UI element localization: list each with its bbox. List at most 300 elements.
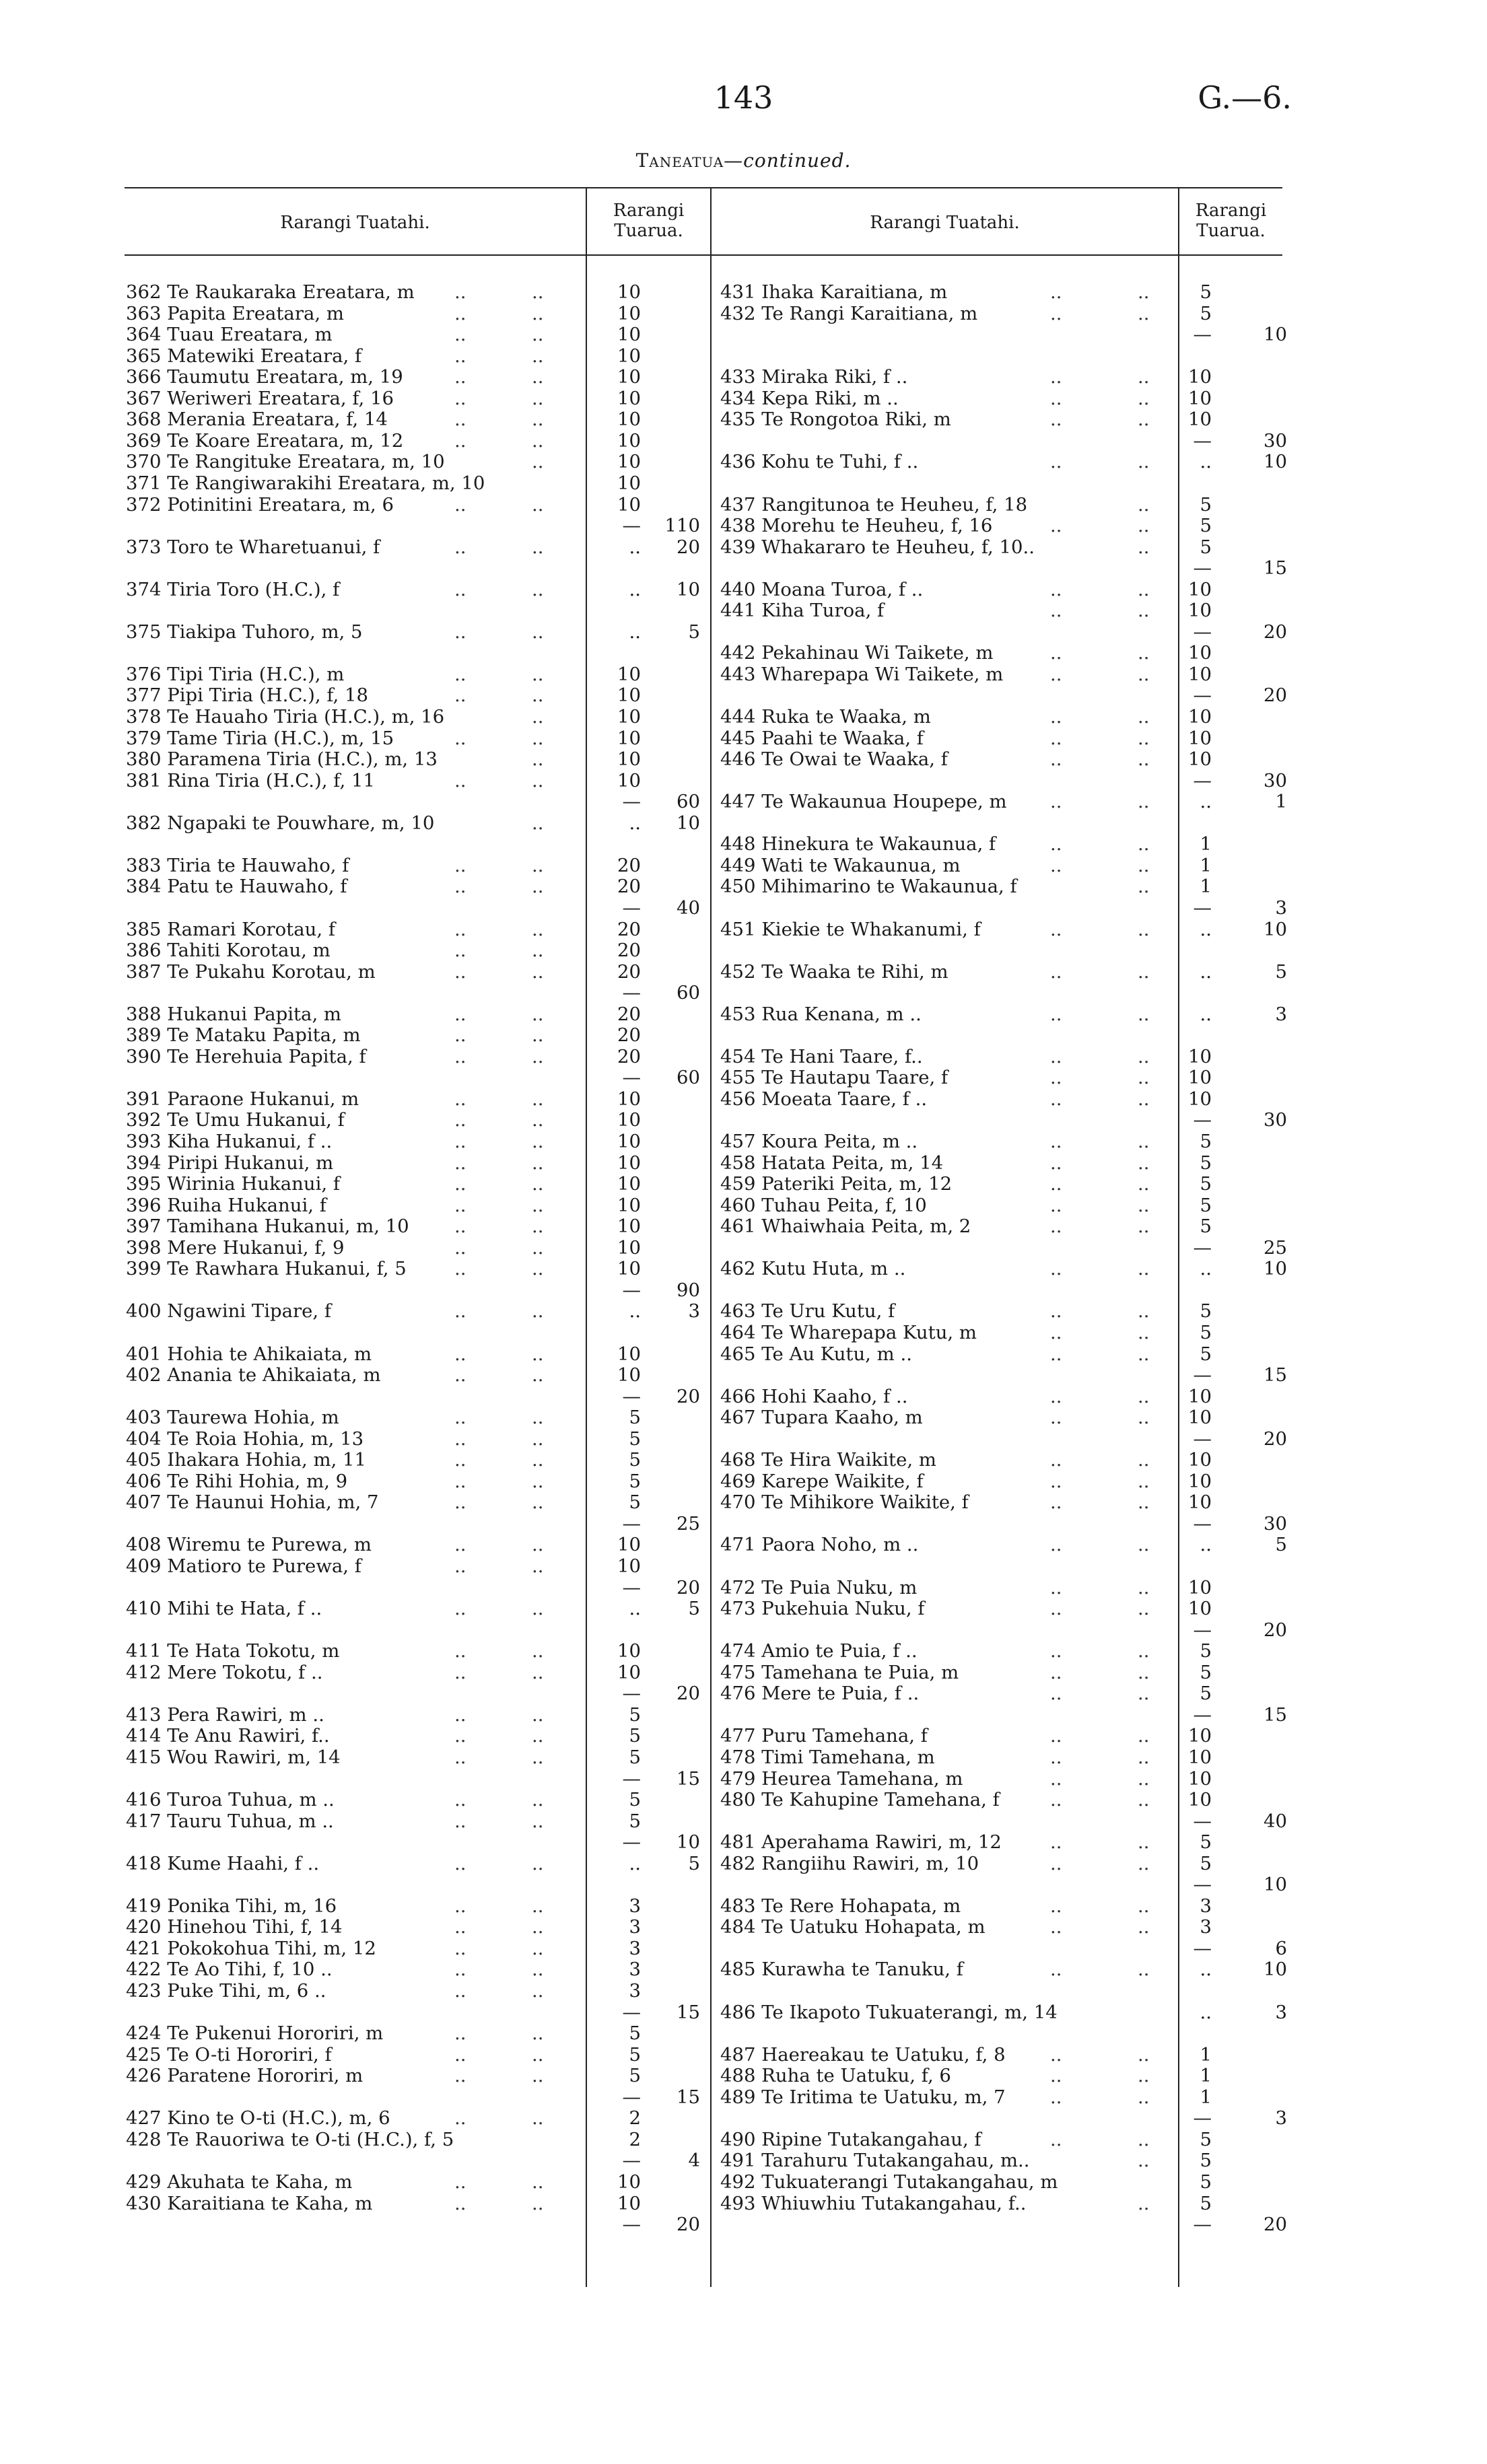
- right-share-value: 10: [1188, 1576, 1212, 1598]
- left-leader-dots: ..: [532, 918, 544, 940]
- right-entry-name: 479 Heurea Tamehana, m: [720, 1767, 963, 1790]
- right-row: [0, 1725, 1487, 1747]
- left-entry-name: 395 Wirinia Hukanui, f: [126, 1173, 341, 1195]
- right-row: [0, 940, 1487, 961]
- right-leader-dots: ..: [1050, 1916, 1062, 1938]
- left-share-value: 10: [617, 2192, 641, 2214]
- right-share-value: 10: [1188, 1767, 1212, 1790]
- left-leader-dots: ..: [532, 1491, 544, 1514]
- left-leader-dots: ..: [532, 1152, 544, 1174]
- right-leader-dots: ..: [1138, 1003, 1150, 1025]
- right-entry-name: 450 Mihimarino te Wakaunua, f: [720, 876, 1017, 898]
- left-share-value: 5: [629, 2043, 641, 2066]
- left-entry-name: 409 Matioro te Purewa, f: [126, 1555, 361, 1577]
- right-entry-name: 470 Te Mihikore Waikite, f: [720, 1491, 969, 1514]
- right-entry-name: 437 Rangitunoa te Heuheu, f, 18: [720, 493, 1028, 516]
- left-share-value: 20: [617, 940, 641, 962]
- right-entry-name: 452 Te Waaka te Rihi, m: [720, 960, 948, 983]
- right-family-total: 40: [1264, 1810, 1287, 1832]
- left-entry-name: 404 Te Roia Hohia, m, 13: [126, 1428, 364, 1450]
- right-leader-dots: ..: [1138, 515, 1150, 537]
- right-leader-dots: ..: [1050, 2065, 1062, 2087]
- right-share-value: 5: [1200, 515, 1212, 537]
- right-share-value: 10: [1188, 1470, 1212, 1492]
- right-share-value: —: [1193, 2214, 1212, 2236]
- right-family-total: 30: [1264, 1512, 1287, 1535]
- right-family-total: 1: [1275, 791, 1287, 813]
- left-leader-dots: ..: [454, 493, 466, 516]
- right-row: [0, 2214, 1487, 2235]
- right-share-value: 5: [1200, 1194, 1212, 1216]
- left-share-value: —: [622, 896, 641, 919]
- right-entry-name: 455 Te Hautapu Taare, f: [720, 1067, 948, 1089]
- left-entry-name: 424 Te Pukenui Hororiri, m: [126, 2022, 384, 2045]
- right-row: [0, 1598, 1487, 1619]
- left-leader-dots: ..: [532, 1194, 544, 1216]
- right-row: [0, 1662, 1487, 1683]
- right-leader-dots: ..: [1050, 748, 1062, 771]
- left-share-value: 5: [629, 1725, 641, 1747]
- right-row: [0, 1853, 1487, 1874]
- left-share-value: 10: [617, 429, 641, 452]
- right-row: [0, 1279, 1487, 1301]
- right-share-value: 5: [1200, 1852, 1212, 1874]
- right-leader-dots: ..: [1050, 1789, 1062, 1811]
- left-leader-dots: ..: [532, 324, 544, 346]
- right-leader-dots: ..: [1050, 302, 1062, 324]
- right-row: [0, 961, 1487, 983]
- right-share-value: —: [1193, 1109, 1212, 1131]
- left-leader-dots: ..: [532, 366, 544, 388]
- left-share-value: ..: [629, 812, 641, 834]
- left-share-value: 10: [617, 684, 641, 707]
- right-entry-name: 476 Mere te Puia, f ..: [720, 1683, 920, 1705]
- left-entry-name: 429 Akuhata te Kaha, m: [126, 2171, 353, 2193]
- right-leader-dots: ..: [1138, 1640, 1150, 1662]
- left-leader-dots: ..: [454, 1937, 466, 1959]
- left-family-total: 10: [677, 812, 700, 834]
- left-leader-dots: ..: [454, 918, 466, 940]
- left-leader-dots: ..: [454, 684, 466, 707]
- left-entry-name: 419 Ponika Tihi, m, 16: [126, 1895, 337, 1917]
- right-family-total: 20: [1264, 684, 1287, 707]
- left-leader-dots: ..: [532, 345, 544, 367]
- left-leader-dots: ..: [454, 1173, 466, 1195]
- right-row: [0, 2171, 1487, 2193]
- right-share-value: 5: [1200, 1661, 1212, 1683]
- right-leader-dots: ..: [1050, 854, 1062, 876]
- right-share-value: 5: [1200, 1831, 1212, 1854]
- left-entry-name: 375 Tiakipa Tuhoro, m, 5: [126, 621, 363, 643]
- right-leader-dots: ..: [1138, 1725, 1150, 1747]
- left-leader-dots: ..: [532, 940, 544, 962]
- right-entry-name: 432 Te Rangi Karaitiana, m: [720, 302, 978, 324]
- right-share-value: 5: [1200, 302, 1212, 324]
- right-family-total: 15: [1264, 557, 1287, 579]
- right-row: [0, 2129, 1487, 2150]
- right-entry-name: 460 Tuhau Peita, f, 10: [720, 1194, 927, 1216]
- left-leader-dots: ..: [454, 578, 466, 600]
- right-row: [0, 345, 1487, 367]
- left-entry-name: 425 Te O-ti Hororiri, f: [126, 2043, 332, 2066]
- left-share-value: —: [622, 791, 641, 813]
- right-row: [0, 1789, 1487, 1810]
- right-family-total: 6: [1275, 1937, 1287, 1959]
- left-leader-dots: ..: [454, 1131, 466, 1152]
- right-row: [0, 1895, 1487, 1917]
- right-leader-dots: ..: [1138, 1173, 1150, 1195]
- left-entry-name: 416 Turoa Tuhua, m ..: [126, 1789, 335, 1811]
- right-leader-dots: ..: [1050, 1045, 1062, 1067]
- left-leader-dots: ..: [454, 769, 466, 791]
- right-family-total: 10: [1264, 324, 1287, 346]
- right-row: [0, 409, 1487, 430]
- right-row: [0, 430, 1487, 452]
- right-name-header: Rarangi Tuatahi.: [870, 213, 1020, 233]
- left-entry-name: 403 Taurewa Hohia, m: [126, 1407, 339, 1429]
- left-leader-dots: ..: [532, 1300, 544, 1323]
- right-row: [0, 324, 1487, 345]
- right-leader-dots: ..: [1050, 366, 1062, 388]
- right-share-value: 1: [1200, 2086, 1212, 2108]
- left-family-total: 25: [677, 1512, 700, 1535]
- left-share-value: 3: [629, 1959, 641, 1981]
- right-row: [0, 833, 1487, 855]
- right-share-value: —: [1193, 1364, 1212, 1386]
- right-leader-dots: ..: [1138, 2192, 1150, 2214]
- right-row: [0, 366, 1487, 388]
- right-row: [0, 1237, 1487, 1259]
- right-leader-dots: ..: [1050, 1895, 1062, 1917]
- left-entry-name: 430 Karaitiana te Kaha, m: [126, 2192, 373, 2214]
- left-leader-dots: ..: [532, 1470, 544, 1492]
- right-share-value: 10: [1188, 387, 1212, 409]
- right-entry-name: 434 Kepa Riki, m ..: [720, 387, 899, 409]
- left-leader-dots: ..: [532, 684, 544, 707]
- left-share-value: 10: [617, 1109, 641, 1131]
- left-leader-dots: ..: [454, 1194, 466, 1216]
- left-share-value: 10: [617, 1131, 641, 1152]
- right-leader-dots: ..: [1050, 1640, 1062, 1662]
- left-leader-dots: ..: [454, 1449, 466, 1471]
- left-leader-dots: ..: [532, 1449, 544, 1471]
- right-row: [0, 770, 1487, 791]
- left-entry-name: 393 Kiha Hukanui, f ..: [126, 1131, 333, 1152]
- left-leader-dots: ..: [532, 536, 544, 558]
- right-share-value: 5: [1200, 2171, 1212, 2193]
- right-share-value: 5: [1200, 1300, 1212, 1323]
- left-share-value: 20: [617, 876, 641, 898]
- left-leader-dots: ..: [454, 1598, 466, 1620]
- left-entry-name: 369 Te Koare Ereatara, m, 12: [126, 429, 404, 452]
- left-family-total: 4: [688, 2150, 700, 2172]
- right-share-value: ..: [1200, 1003, 1212, 1025]
- left-leader-dots: ..: [532, 2192, 544, 2214]
- left-leader-dots: ..: [454, 429, 466, 452]
- right-entry-name: 475 Tamehana te Puia, m: [720, 1661, 959, 1683]
- left-share-value: —: [622, 982, 641, 1004]
- left-leader-dots: ..: [454, 1003, 466, 1025]
- right-leader-dots: ..: [1138, 2128, 1150, 2150]
- left-share-value: 10: [617, 1152, 641, 1174]
- left-family-total: 20: [677, 1576, 700, 1598]
- right-leader-dots: ..: [1050, 1300, 1062, 1323]
- left-share-value: 5: [629, 2065, 641, 2087]
- left-family-total: 5: [688, 1852, 700, 1874]
- left-leader-dots: ..: [532, 2022, 544, 2045]
- left-share-value: 5: [629, 1470, 641, 1492]
- right-row: [0, 919, 1487, 940]
- document-reference: G.—6.: [1198, 79, 1292, 116]
- right-share-value: ..: [1200, 451, 1212, 473]
- left-leader-dots: ..: [532, 769, 544, 791]
- left-entry-name: 367 Weriweri Ereatara, f, 16: [126, 387, 394, 409]
- right-entry-name: 433 Miraka Riki, f ..: [720, 366, 908, 388]
- right-leader-dots: ..: [1050, 1343, 1062, 1365]
- right-row: [0, 1364, 1487, 1386]
- left-leader-dots: ..: [532, 960, 544, 983]
- right-leader-dots: ..: [1138, 1916, 1150, 1938]
- right-family-total: 30: [1264, 429, 1287, 452]
- right-leader-dots: ..: [1050, 663, 1062, 685]
- right-leader-dots: ..: [1138, 451, 1150, 473]
- left-entry-name: 397 Tamihana Hukanui, m, 10: [126, 1216, 409, 1238]
- right-share-value: ..: [1200, 1258, 1212, 1280]
- right-leader-dots: ..: [1050, 1661, 1062, 1683]
- right-entry-name: 439 Whakararo te Heuheu, f, 10..: [720, 536, 1035, 558]
- right-row: [0, 1195, 1487, 1216]
- left-share-value: 10: [617, 706, 641, 728]
- left-share-value: 10: [617, 1343, 641, 1365]
- left-share-value: 5: [629, 1789, 641, 1811]
- left-leader-dots: ..: [532, 1725, 544, 1747]
- left-entry-name: 366 Taumutu Ereatara, m, 19: [126, 366, 403, 388]
- left-leader-dots: ..: [454, 1852, 466, 1874]
- right-row: [0, 1916, 1487, 1938]
- right-entry-name: 474 Amio te Puia, f ..: [720, 1640, 918, 1662]
- left-entry-name: 423 Puke Tihi, m, 6 ..: [126, 1980, 326, 2002]
- right-family-total: 3: [1275, 896, 1287, 919]
- right-share-value: ..: [1200, 1534, 1212, 1556]
- left-entry-name: 363 Papita Ereatara, m: [126, 302, 344, 324]
- right-share-value: —: [1193, 896, 1212, 919]
- left-entry-name: 394 Piripi Hukanui, m: [126, 1152, 334, 1174]
- right-share-value: —: [1193, 1703, 1212, 1726]
- right-row: [0, 1831, 1487, 1853]
- left-leader-dots: ..: [454, 854, 466, 876]
- right-share-value: 10: [1188, 748, 1212, 771]
- right-leader-dots: ..: [1138, 366, 1150, 388]
- right-leader-dots: ..: [1138, 1385, 1150, 1407]
- right-share-value: 10: [1188, 642, 1212, 664]
- right-row: [0, 1577, 1487, 1598]
- right-leader-dots: ..: [1050, 1534, 1062, 1556]
- left-share-value: —: [622, 1385, 641, 1407]
- left-leader-dots: ..: [454, 2192, 466, 2214]
- left-share-value: —: [622, 2150, 641, 2172]
- right-share-value: 5: [1200, 281, 1212, 303]
- right-leader-dots: ..: [1050, 1258, 1062, 1280]
- right-entry-name: 486 Te Ikapoto Tukuaterangi, m, 14: [720, 2001, 1058, 2023]
- left-leader-dots: ..: [532, 1661, 544, 1683]
- right-entry-name: 442 Pekahinau Wi Taikete, m: [720, 642, 994, 664]
- left-entry-name: 371 Te Rangiwarakihi Ereatara, m, 10: [126, 472, 485, 494]
- right-leader-dots: ..: [1138, 2065, 1150, 2087]
- right-leader-dots: ..: [1138, 706, 1150, 728]
- left-entry-name: 410 Mihi te Hata, f ..: [126, 1598, 322, 1620]
- right-entry-name: 436 Kohu te Tuhi, f ..: [720, 451, 919, 473]
- right-row: [0, 494, 1487, 516]
- right-entry-name: 490 Ripine Tutakangahau, f: [720, 2128, 981, 2150]
- left-leader-dots: ..: [532, 1852, 544, 1874]
- right-leader-dots: ..: [1050, 642, 1062, 664]
- right-family-total: 5: [1275, 960, 1287, 983]
- left-leader-dots: ..: [532, 621, 544, 643]
- left-family-total: 5: [688, 621, 700, 643]
- right-leader-dots: ..: [1050, 1385, 1062, 1407]
- left-entry-name: 378 Te Hauaho Tiria (H.C.), m, 16: [126, 706, 445, 728]
- right-entry-name: 491 Tarahuru Tutakangahau, m..: [720, 2150, 1030, 2172]
- right-entry-name: 469 Karepe Waikite, f: [720, 1470, 924, 1492]
- right-leader-dots: ..: [1050, 1003, 1062, 1025]
- left-share-value: 10: [617, 1640, 641, 1662]
- right-leader-dots: ..: [1138, 1767, 1150, 1790]
- right-entry-name: 448 Hinekura te Wakaunua, f: [720, 833, 996, 855]
- left-entry-name: 379 Tame Tiria (H.C.), m, 15: [126, 727, 394, 749]
- left-share-value: 10: [617, 345, 641, 367]
- right-share-value: 10: [1188, 1407, 1212, 1429]
- left-leader-dots: ..: [454, 366, 466, 388]
- left-entry-name: 391 Paraone Hukanui, m: [126, 1088, 359, 1110]
- left-family-total: 90: [677, 1279, 700, 1301]
- left-leader-dots: ..: [532, 1109, 544, 1131]
- right-leader-dots: ..: [1050, 791, 1062, 813]
- left-entry-name: 427 Kino te O-ti (H.C.), m, 6: [126, 2107, 390, 2129]
- right-share-value: 5: [1200, 1131, 1212, 1152]
- right-leader-dots: ..: [1138, 1852, 1150, 1874]
- left-entry-name: 373 Toro te Wharetuanui, f: [126, 536, 380, 558]
- left-leader-dots: ..: [532, 429, 544, 452]
- left-leader-dots: ..: [532, 1640, 544, 1662]
- right-row: [0, 1471, 1487, 1492]
- left-entry-name: 401 Hohia te Ahikaiata, m: [126, 1343, 372, 1365]
- right-row: [0, 1513, 1487, 1535]
- left-leader-dots: ..: [532, 2171, 544, 2193]
- left-leader-dots: ..: [454, 1088, 466, 1110]
- left-leader-dots: ..: [532, 854, 544, 876]
- left-leader-dots: ..: [454, 1045, 466, 1067]
- left-entry-name: 408 Wiremu te Purewa, m: [126, 1534, 372, 1556]
- left-share-value: 10: [617, 769, 641, 791]
- left-leader-dots: ..: [454, 409, 466, 431]
- left-leader-dots: ..: [532, 1916, 544, 1938]
- left-share-value: 20: [617, 1045, 641, 1067]
- left-share-value: 10: [617, 451, 641, 473]
- left-share-value: —: [622, 2086, 641, 2108]
- left-share-value: 20: [617, 960, 641, 983]
- left-entry-name: 418 Kume Haahi, f ..: [126, 1852, 320, 1874]
- right-leader-dots: ..: [1138, 1576, 1150, 1598]
- left-leader-dots: ..: [454, 1236, 466, 1259]
- left-family-total: 60: [677, 791, 700, 813]
- left-leader-dots: ..: [454, 1725, 466, 1747]
- right-entry-name: 465 Te Au Kutu, m ..: [720, 1343, 912, 1365]
- right-entry-name: 485 Kurawha te Tanuku, f: [720, 1959, 963, 1981]
- right-leader-dots: ..: [1138, 1045, 1150, 1067]
- left-leader-dots: ..: [532, 748, 544, 771]
- right-row: [0, 1980, 1487, 2002]
- left-leader-dots: ..: [454, 1895, 466, 1917]
- left-share-value: 5: [629, 1746, 641, 1768]
- left-leader-dots: ..: [532, 1980, 544, 2002]
- left-leader-dots: ..: [532, 493, 544, 516]
- right-leader-dots: ..: [1050, 1194, 1062, 1216]
- left-leader-dots: ..: [454, 940, 466, 962]
- right-share-value: 1: [1200, 876, 1212, 898]
- right-share-value: —: [1193, 1236, 1212, 1259]
- right-entry-name: 453 Rua Kenana, m ..: [720, 1003, 922, 1025]
- right-row: [0, 812, 1487, 834]
- right-share-value: 10: [1188, 578, 1212, 600]
- right-share-value: 10: [1188, 1491, 1212, 1514]
- right-row: [0, 897, 1487, 919]
- right-share-value: ..: [1200, 1959, 1212, 1981]
- right-leader-dots: ..: [1050, 1152, 1062, 1174]
- left-leader-dots: ..: [454, 2022, 466, 2045]
- left-entry-name: 372 Potinitini Ereatara, m, 6: [126, 493, 394, 516]
- right-leader-dots: ..: [1138, 918, 1150, 940]
- right-share-value: ..: [1200, 2001, 1212, 2023]
- left-share-value: 10: [617, 727, 641, 749]
- left-share-value: 5: [629, 1407, 641, 1429]
- right-entry-name: 451 Kiekie te Whakanumi, f: [720, 918, 981, 940]
- left-entry-name: 382 Ngapaki te Pouwhare, m, 10: [126, 812, 435, 834]
- right-leader-dots: ..: [1138, 1067, 1150, 1089]
- left-share-value: 5: [629, 1703, 641, 1726]
- right-share-value: —: [1193, 324, 1212, 346]
- left-share-value: 5: [629, 1810, 641, 1832]
- left-leader-dots: ..: [454, 1470, 466, 1492]
- left-leader-dots: ..: [532, 1810, 544, 1832]
- right-family-total: 10: [1264, 918, 1287, 940]
- right-leader-dots: ..: [1138, 1491, 1150, 1514]
- left-leader-dots: ..: [532, 812, 544, 834]
- right-entry-name: 445 Paahi te Waaka, f: [720, 727, 924, 749]
- left-share-value: 10: [617, 387, 641, 409]
- left-share-value: —: [622, 1067, 641, 1089]
- right-family-total: 30: [1264, 769, 1287, 791]
- right-row: [0, 1088, 1487, 1110]
- right-leader-dots: ..: [1138, 281, 1150, 303]
- right-leader-dots: ..: [1138, 1300, 1150, 1323]
- left-leader-dots: ..: [454, 1534, 466, 1556]
- left-entry-name: 398 Mere Hukanui, f, 9: [126, 1236, 345, 1259]
- left-share-value: 20: [617, 918, 641, 940]
- right-leader-dots: ..: [1050, 1576, 1062, 1598]
- left-leader-dots: ..: [454, 1300, 466, 1323]
- left-leader-dots: ..: [532, 1703, 544, 1726]
- right-leader-dots: ..: [1138, 536, 1150, 558]
- right-row: [0, 1067, 1487, 1088]
- right-family-total: 15: [1264, 1364, 1287, 1386]
- left-leader-dots: ..: [454, 1789, 466, 1811]
- left-entry-name: 376 Tipi Tiria (H.C.), m: [126, 663, 345, 685]
- left-leader-dots: ..: [454, 1428, 466, 1450]
- right-row: [0, 579, 1487, 600]
- left-leader-dots: ..: [532, 1789, 544, 1811]
- right-share-value: 10: [1188, 727, 1212, 749]
- right-leader-dots: ..: [1138, 1449, 1150, 1471]
